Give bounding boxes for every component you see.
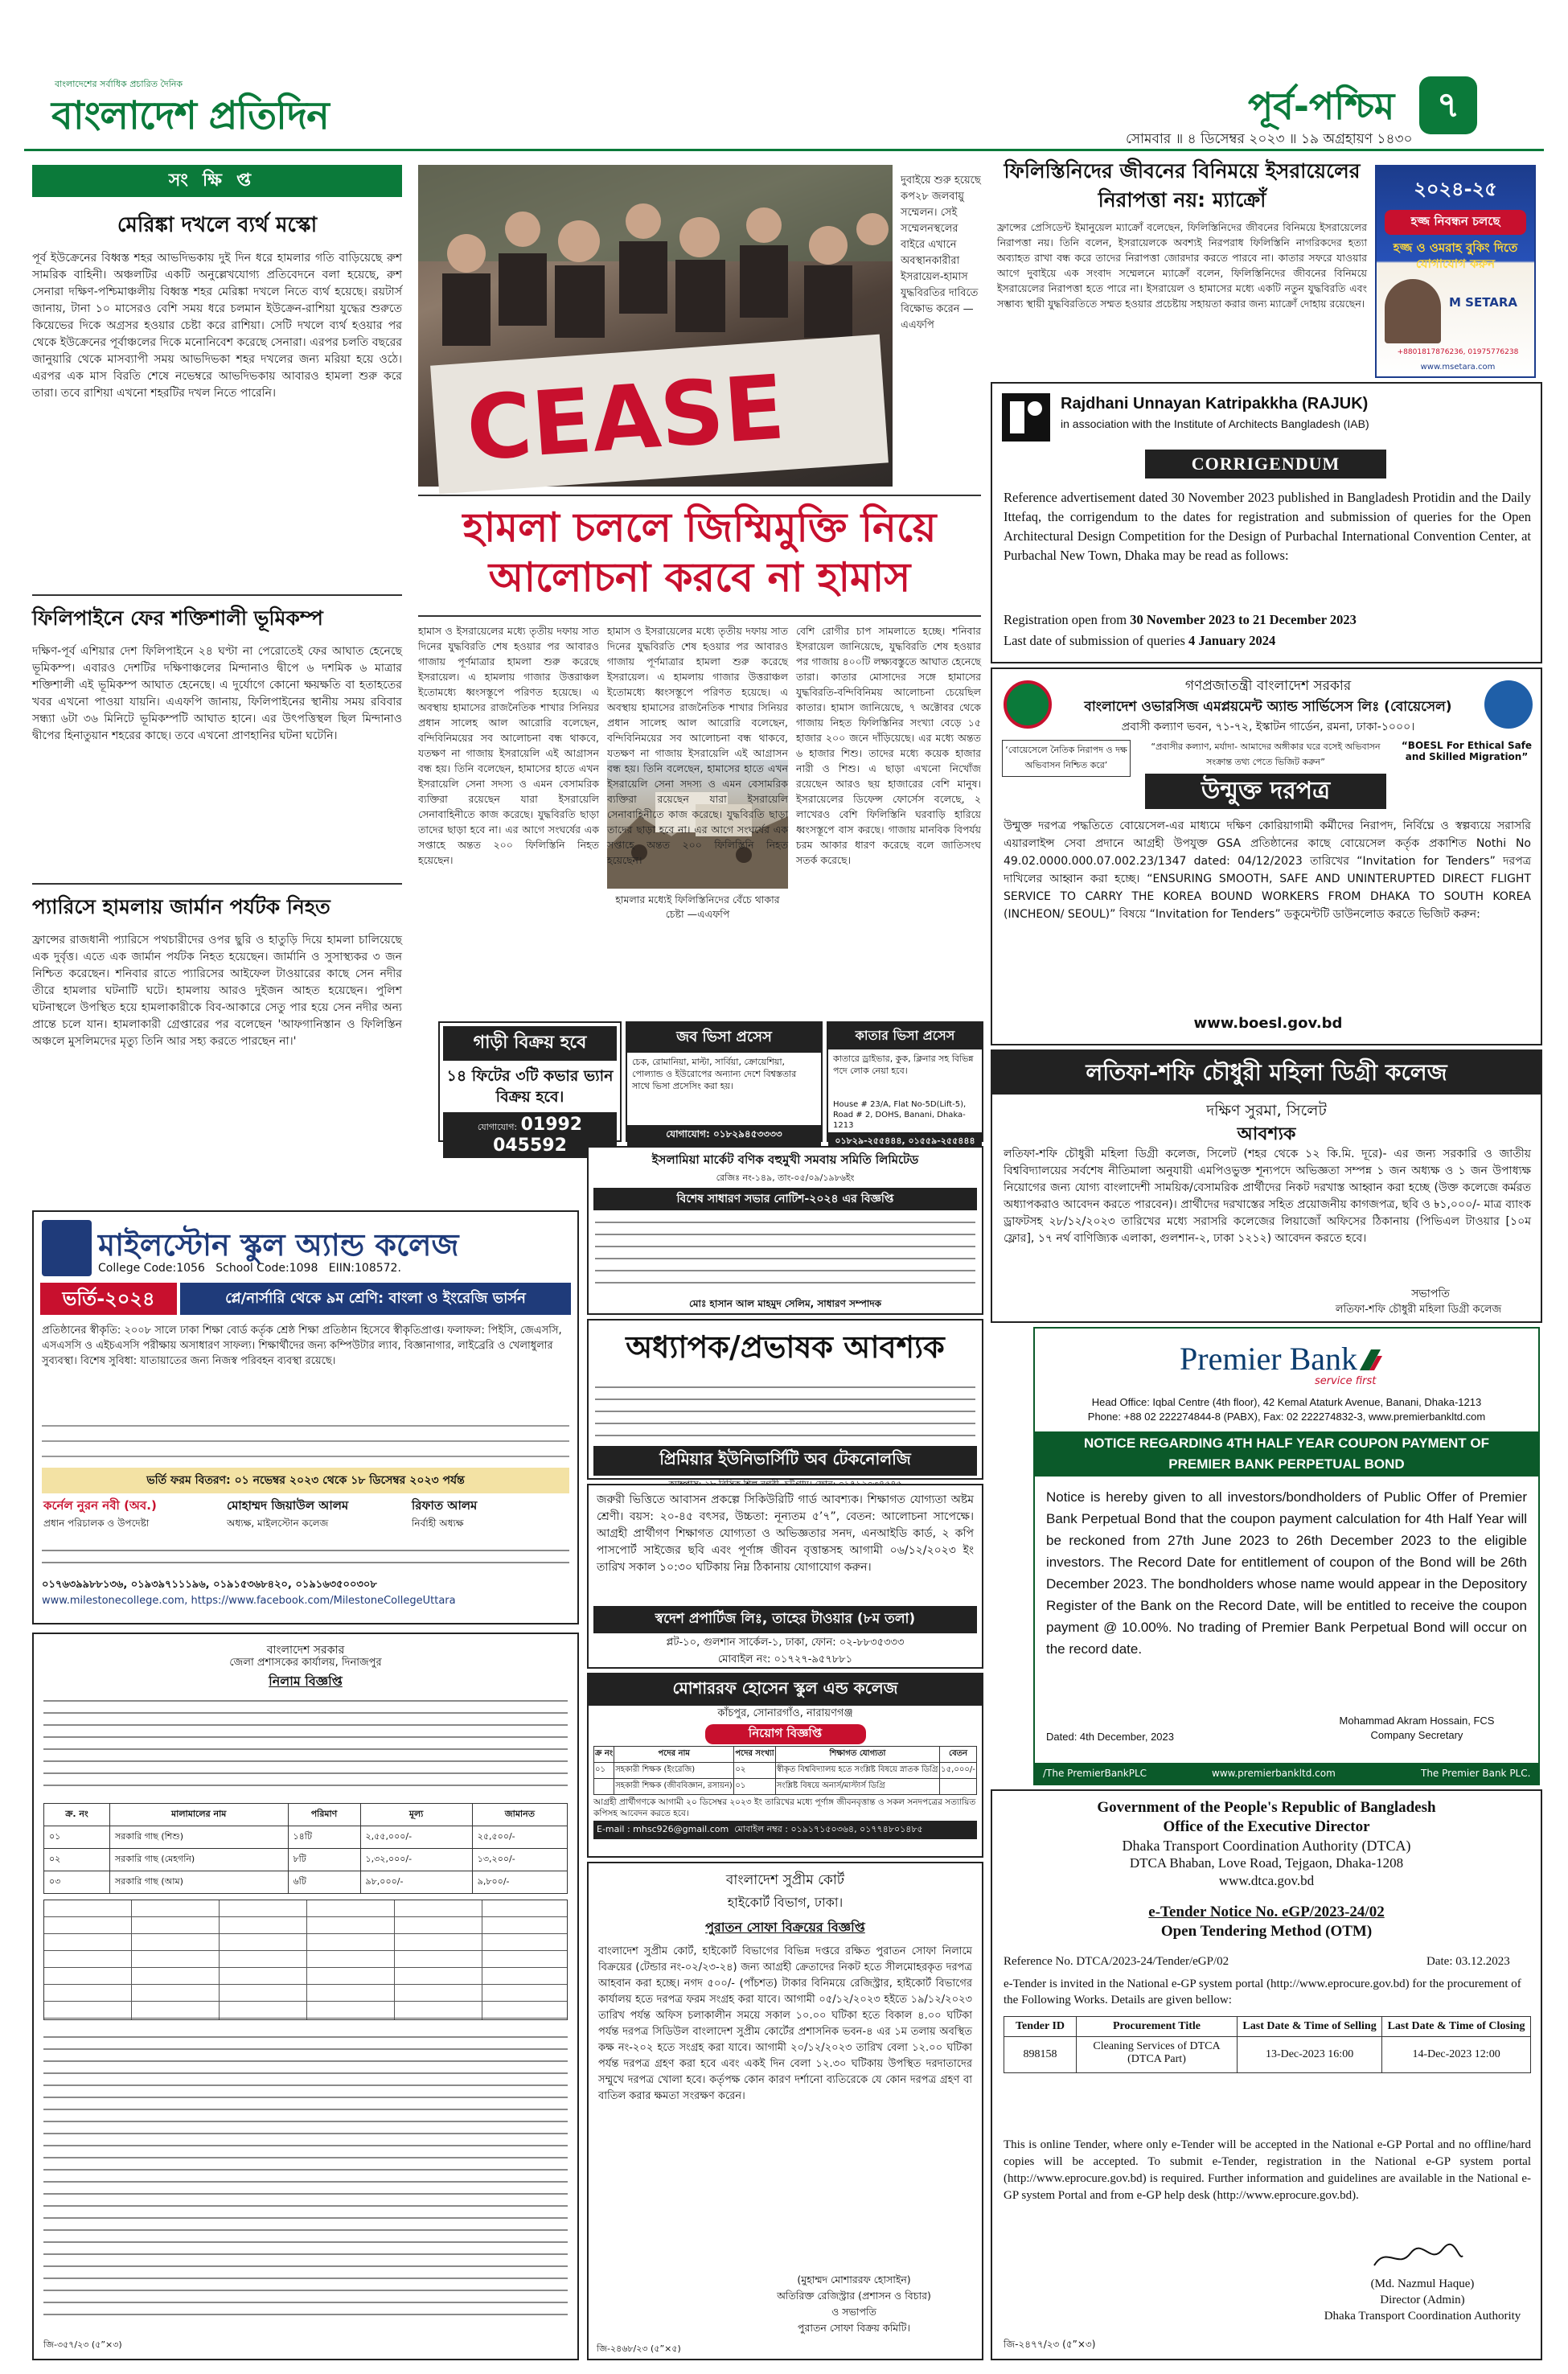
milestone-form-line: ভর্তি ফরম বিতরণ: ০১ নভেম্বর ২০২৩ থেকে ১৮ ডিসেম্বর ২০২৩ পর্যন্ত bbox=[42, 1468, 569, 1493]
latifa-title: লতিফা-শফি চৌধুরী মহিলা ডিগ্রী কলেজ bbox=[992, 1051, 1541, 1095]
dtca-note: This is online Tender, where only e-Tender will be accepted in the National e-GP Portal and no offline/hard copies will be accepted. To submit e-Tender, registration in the National e-GP system portal (http://www.eprocure.gov.bd) is required. Further information and guidelines are available in the National e-GP system Portal and from e-GP help desk (http://www.eprocure.gov.bd). bbox=[1004, 2138, 1531, 2202]
cell: ০২ bbox=[734, 1763, 775, 1779]
section-title: পূর্ব-পশ্চিম bbox=[1248, 84, 1395, 128]
col-header: জামানত bbox=[472, 1804, 567, 1826]
rajuk-registration: Registration open from 30 November 2023 to 21 December 2023 bbox=[1004, 612, 1357, 627]
macron-article[interactable] bbox=[997, 157, 1367, 378]
supreme-court-notice[interactable] bbox=[587, 1862, 983, 2360]
premier-logo-mark bbox=[1357, 1346, 1384, 1374]
premier-slogan: service first bbox=[1315, 1375, 1377, 1387]
col-header: শিক্ষাগত যোগ্যতা bbox=[775, 1747, 939, 1763]
security-guard-ad[interactable] bbox=[587, 1484, 983, 1669]
table-header-row bbox=[1004, 2017, 1531, 2037]
cell: ২৫,৫০০/- bbox=[472, 1826, 567, 1849]
hajj-phones: +8801817876236, 01975776238 bbox=[1397, 348, 1519, 356]
premier-address: Head Office: Iqbal Centre (4th floor), 42 Kemal Ataturk Avenue, Banani, Dhaka-1213 bbox=[1091, 1396, 1482, 1408]
cell: সরকারি গাছ (শিশু) bbox=[109, 1826, 288, 1849]
mosharraf-location: কাঁচপুর, সোনারগাঁও, নারায়ণগঞ্জ bbox=[717, 1707, 853, 1719]
hajj-year: ২০২৪-২৫ bbox=[1414, 178, 1497, 200]
dtca-l1: Government of the People's Republic of Bangladesh bbox=[1097, 1799, 1436, 1816]
boesl-govt: গণপ্রজাতন্ত্রী বাংলাদেশ সরকার bbox=[1184, 678, 1352, 694]
qatar-visa-body: কাতারে ড্রাইভার, কুক, ক্লিনার সহ বিভিন্ন পদে লোক নেয়া হবে। bbox=[833, 1054, 974, 1076]
rajuk-org: Rajdhani Unnayan Katripakkha (RAJUK) bbox=[1061, 395, 1369, 413]
car-sale-ad[interactable] bbox=[438, 1021, 622, 1156]
car-sale-contact: যোগাযোগ: 01992 045592 bbox=[443, 1112, 617, 1158]
premier-contact: Phone: +88 02 222274844-8 (PABX), Fax: 02 222274832-3, www.premierbankltd.com bbox=[1087, 1411, 1486, 1423]
milestone-name: মাইলস্টোন স্কুল অ্যান্ড কলেজ bbox=[98, 1227, 459, 1263]
cell bbox=[594, 1779, 614, 1795]
col-header: মূল্য bbox=[360, 1804, 472, 1826]
supreme-body: বাংলাদেশ সুপ্রীম কোর্ট, হাইকোর্ট বিভাগের বিভিন্ন দপ্তরে রক্ষিত পুরাতন সোফা নিলামে বিক্রয়ের (টেন্ডার নং-০২/২৩-২৪) জন্য আগ্রহী ক্রেতাদের নিকট হতে সীলমোহরকৃত দরপত্র আহবান করা হচ্ছে। নগদ ৫০০/- (পাঁচশত) টাকার বিনিময়ে রেজিস্ট্রার, হাইকোর্ট বিভাগের কার্যালয় হতে দরপত্র ফরম সংগ্রহ করা যাবে। আগামী ০৫/১২/২০২৩ হইতে ১৯/১২/২০২৩ তারিখ পর্যন্ত অফিস চলাকালীন সময়ে সকাল ১০.০০ ঘটিকা হতে বিকাল ৪.০০ ঘটিকা পর্যন্ত দরপত্র সিডিউল বাংলাদেশ সুপ্রীম কোর্টের প্রশাসনিক ভবন-৪ এর ১ম তলায় অবস্থিত কক্ষ নং-২০২ হতে সংগ্রহ করা যাবে। আগামী ২০/১২/২০২৩ তারিখ বেলা ১২.০০ ঘটিকা পর্যন্ত দরপত্র গ্রহণ করা হবে এবং একই দিন বেলা ১২.৩০ ঘটিকায় উপস্থিত দরদাতাদের সম্মুখে দরপত্র খোলা হবে। কর্তৃপক্ষ কোন কারণ দর্শানো ব্যতিরেকে যে কোন দরপত্র গ্রহণ বা বাতিল করার ক্ষমতা সংরক্ষণ করেন। bbox=[598, 1945, 972, 2102]
boesl-body: উন্মুক্ত দরপত্র পদ্ধতিতে বোয়েসেল-এর মাধ্যমে দক্ষিণ কোরিয়াগামী কর্মীদের নিরাপদ, নির্বিঘ্নে ও স্বল্পব্যয়ে সরাসরি এয়ারলাইন্স সেবা প্রদানে আগ্রহী উপযুক্ত GSA প্রতিষ্ঠানের কাছে বোয়েসেল কর্তৃক প্রকাশিত Nothi No 49.02.0000.000.07.002.23/1347 dated: 04/12/2023 তারিখের “Invitation for Tenders” দরপত্র দাখিলের আহ্বান করা হচ্ছে। “ENSURING SMOOTH, SAFE AND UNINTERUPTED DIRECT FLIGHT SERVICE TO CARRY THE KOREA BOUND WORKERS FROM DHAKA TO SOUTH KOREA (INCHEON/ SEOUL)” বিষয়ে “Invitation for Tenders” ডকুমেন্টটি ডাউনলোড করতে ভিজিট করুন: bbox=[1004, 819, 1531, 921]
supreme-l1: বাংলাদেশ সুপ্রীম কোর্ট bbox=[725, 1872, 845, 1888]
cell: Cleaning Services of DTCA (DTCA Part) bbox=[1077, 2037, 1238, 2073]
dtca-l3: Dhaka Transport Coordination Authority (DTCA) bbox=[1122, 1838, 1411, 1854]
table-row[interactable] bbox=[44, 1826, 568, 1849]
table-row[interactable] bbox=[594, 1779, 977, 1795]
hajj-subtitle: হজ্জ ও ওমরাহ বুকিং দিতে যোগাযোগ করুন bbox=[1393, 240, 1518, 271]
islamia-notice: বিশেষ সাধারণ সভার নোটিশ-২০২৪ এর বিজ্ঞপ্তি bbox=[593, 1188, 977, 1210]
dtca-code: জি-২৪৭৭/২৩ (৫”×৩) bbox=[1004, 2339, 1096, 2350]
facebook-link[interactable]: /The PremierBankPLC bbox=[1043, 1768, 1147, 1779]
dinajpur-intro-text bbox=[43, 1692, 568, 1795]
dtca-intro: e-Tender is invited in the National e-GP system portal (http://www.eprocure.gov.bd) for the procurement of the Following Works. Details are given bellow: bbox=[1004, 1978, 1521, 2006]
cell: ৯,৮০০/- bbox=[472, 1871, 567, 1894]
col-header: Last Date & Time of Closing bbox=[1382, 2017, 1531, 2037]
latifa-sign-name: লতিফা-শফি চৌধুরী মহিলা ডিগ্রী কলেজ bbox=[1335, 1304, 1502, 1316]
article-paris[interactable] bbox=[32, 891, 402, 1230]
center-headline: হামলা চললে জিম্মিমুক্তি নিয়ে আলোচনা করবে না হামাস bbox=[462, 504, 937, 601]
cell: 13-Dec-2023 16:00 bbox=[1238, 2037, 1382, 2073]
islamia-title: ইসলামিয়া মার্কেট বণিক বহুমুখী সমবায় সমিতি লিমিটেড bbox=[651, 1152, 919, 1167]
cell: ১৩,২০০/- bbox=[472, 1849, 567, 1871]
job-visa-contact[interactable]: যোগাযোগ: ০১৮২৯৪৫৩৩৩৩ bbox=[627, 1125, 821, 1146]
cell: ৯৮,০০০/- bbox=[360, 1871, 472, 1894]
cell: সরকারি গাছ (আম) bbox=[109, 1871, 288, 1894]
mosharraf-heading: নিয়োগ বিজ্ঞপ্তি bbox=[705, 1724, 866, 1744]
table-header-row bbox=[44, 1804, 568, 1826]
cell: ১৪টি bbox=[288, 1826, 360, 1849]
milestone-version: প্লে/নার্সারি থেকে ৯ম শ্রেণি: বাংলা ও ইংরেজি ভার্সন bbox=[180, 1283, 571, 1315]
lecturer-university: প্রিমিয়ার ইউনিভার্সিটি অব টেকনোলজি bbox=[593, 1446, 977, 1476]
mosharraf-table bbox=[593, 1746, 977, 1795]
milestone-points: প্রতিষ্ঠানের স্বীকৃতি: ২০০৮ সালে ঢাকা শিক্ষা বোর্ড কর্তৃক শ্রেষ্ঠ শিক্ষা প্রতিষ্ঠান হিসেবে স্বীকৃতিপ্রাপ্ত। ফলাফল: পিইসি, জেএসসি, এসএসসি ও এইচএসসি পরীক্ষায় অসাধারণ সাফল্য। শিক্ষার্থীদের জন্য কম্পিউটার ল্যাব, বিজ্ঞানাগার, লাইব্রেরি ও খেলাধুলার সুব্যবস্থা। বিশেষ সুবিধা: যাতায়াতের জন্য নিজস্ব পরিবহন ব্যবস্থা রয়েছে। bbox=[42, 1325, 562, 1367]
center-body-left: হামাস ও ইসরায়েলের মধ্যে তৃতীয় দফায় সাত দিনের যুদ্ধবিরতি শেষ হওয়ার পর আবারও গাজায় পূর্ণমাত্রার হামলা শুরু করেছে ইসরায়েল। এ হামলায় গাজার উত্তরাঞ্চল ইতোমধ্যে ধ্বংসস্তূপে পরিণত হয়েছে। এ অবস্থায় হামাসের রাজনৈতিক শাখার সিনিয়র প্রধান সালেহ আল আরোরি বলেছেন, বন্দিবিনিময়ের সব আলোচনা বন্ধ থাকবে, যতক্ষণ না গাজায় ইসরায়েলি এই আগ্রাসন বন্ধ হয়। তিনি বলেছেন, হামাসের হাতে এখন ইসরায়েলি সেনা সদস্য ও এমন বেসামরিক ব্যক্তিরা রয়েছেন যারা ইসরায়েলি সেনাবাহিনীতে কাজ করেছে। যুদ্ধবিরতি ছাড়া তাদের ছাড়া হবে না। এর আগে সংঘর্ষের এক সপ্তাহে অন্তত ২০০ ফিলিস্তিনি নিহত হয়েছেন। bbox=[418, 625, 599, 866]
boesl-logo bbox=[1484, 680, 1533, 729]
boesl-motto-left: ‘বোয়েসেলে নৈতিক নিরাপদ ও দক্ষ অভিবাসন নিশ্চিত করে’ bbox=[1002, 740, 1131, 777]
milestone-campus-text bbox=[42, 1542, 569, 1572]
premier-notice-title: NOTICE REGARDING 4TH HALF YEAR COUPON PAYMENT OF PREMIER BANK PERPETUAL BOND bbox=[1035, 1431, 1538, 1477]
supreme-code: জি-২৪৬৮/২৩ (৫”×৫) bbox=[597, 2343, 681, 2354]
dtca-l5[interactable]: www.dtca.gov.bd bbox=[1218, 1873, 1315, 1888]
masthead bbox=[0, 0, 1568, 161]
dinajpur-l1: বাংলাদেশ সরকার bbox=[266, 1644, 345, 1657]
article-body: দক্ষিণ-পূর্ব এশিয়ার দেশ ফিলিপাইনে ২৪ ঘণ্টা না পেরোতেই ফের আঘাত হেনেছে ভূমিকম্প। এবারও দেশটির দক্ষিণাঞ্চলের মিন্দানাও দ্বীপে ৬ দশমিক ৬ মাত্রার শক্তিশালী এই ভূমিকম্প আঘাত হেনেছে। এ দুর্যোগে কোনো ক্ষয়ক্ষতি বা হতাহতের খবর এখনো পাওয়া যায়নি। এএফপি জানায়, ফিলিপাইনের স্থানীয় সময় রবিবার সন্ধ্যা ৬টা ৩৬ মিনিটে ভূমিকম্পটি আঘাত হানে। এর উৎপত্তিস্থল ছিল মিন্দানাও দ্বীপের হিনাতুয়ান শহরের কাছে। তবে এখনো প্রাণহানির ঘটনা ঘটেনি। bbox=[32, 645, 402, 742]
milestone-contact-2: মোহাম্মদ জিয়াউল আলম অধ্যক্ষ, মাইলস্টোন কলেজ bbox=[227, 1498, 349, 1529]
article-headline: প্যারিসে হামলায় জার্মান পর্যটক নিহত bbox=[32, 895, 330, 918]
car-sale-title: গাড়ী বিক্রয় হবে bbox=[443, 1026, 617, 1061]
date-line: সোমবার ॥ ৪ ডিসেম্বর ২০২৩ ॥ ১৯ অগ্রহায়ণ ১৪৩০ bbox=[1126, 131, 1413, 147]
article-philippines[interactable] bbox=[32, 602, 402, 877]
premier-footer bbox=[1035, 1763, 1538, 1784]
supreme-title: পুরাতন সোফা বিক্রয়ের বিজ্ঞপ্তি bbox=[705, 1920, 865, 1935]
milestone-admission: ভর্তি-২০২৪ bbox=[40, 1283, 177, 1315]
svg-text:CEASE: CEASE bbox=[463, 355, 788, 481]
col-header: Last Date & Time of Selling bbox=[1238, 2017, 1382, 2037]
islamia-body-text bbox=[595, 1214, 975, 1294]
center-story bbox=[418, 165, 981, 1025]
latifa-sign-title: সভাপতি bbox=[1411, 1288, 1450, 1300]
cell: ০২ bbox=[44, 1849, 110, 1871]
col-header: বেতন bbox=[940, 1747, 977, 1763]
dinajpur-table bbox=[43, 1803, 568, 1894]
cell: সংশ্লিষ্ট বিষয়ে অনার্স/মাস্টার্স ডিগ্রি bbox=[775, 1779, 939, 1795]
premier-bank-logo: Premier Bank bbox=[1180, 1341, 1358, 1377]
dtca-signer-title: Director (Admin) bbox=[1380, 2294, 1465, 2306]
boesl-org: বাংলাদেশ ওভারসিজ এমপ্লয়মেন্ট অ্যান্ড সার্ভিসেস লিঃ (বোয়েসেল) bbox=[1084, 699, 1452, 715]
boesl-website[interactable]: www.boesl.gov.bd bbox=[1193, 1015, 1343, 1032]
lecturer-subjects-text bbox=[595, 1378, 975, 1443]
cell: সরকারি গাছ (মেহগনি) bbox=[109, 1849, 288, 1871]
supreme-signer-title: অতিরিক্ত রেজিস্ট্রার (প্রশাসন ও বিচার) bbox=[777, 2290, 931, 2302]
security-body: জরুরী ভিত্তিতে আবাসন প্রকল্পে সিকিউরিটি গার্ড আবশ্যক। শিক্ষাগত যোগ্যতা অষ্টম শ্রেণী। বয়স: ২০-৪৫ বৎসর, উচ্চতা: নূন্যতম ৫’৭”, বেতন: আলোচনা সাপেক্ষে। আগ্রহী প্রার্থীগণ শিক্ষাগত যোগ্যতা ও অভিজ্ঞতার সনদ, এনআইডি কার্ড, ২ কপি পাসপোর্ট সাইজের ছবি এবং পূর্ণাঙ্গ জীবন বৃত্তান্তসহ আগামী ০৬/১২/২০২৩ ইং তারিখ সকাল ১০:৩০ ঘটিকায় নিম্ন ঠিকানায় যোগাযোগ করুন। bbox=[597, 1493, 974, 1574]
islamia-sign: মোঃ হাসান আল মাহমুদ সেলিম, সাধারণ সম্পাদক bbox=[688, 1298, 882, 1309]
cell: ৮টি bbox=[288, 1849, 360, 1871]
col-header: মালামালের নাম bbox=[109, 1804, 288, 1826]
rajuk-assoc: in association with the Institute of Architects Bangladesh (IAB) bbox=[1061, 417, 1369, 430]
boesl-motto-right: “BOESL For Ethical Safe and Skilled Migration” bbox=[1401, 740, 1533, 762]
mosharraf-school-ad[interactable] bbox=[587, 1673, 983, 1858]
dtca-l4: DTCA Bhaban, Love Road, Tejgaon, Dhaka-1208 bbox=[1129, 1855, 1404, 1871]
cell bbox=[940, 1779, 977, 1795]
article-body: ফ্রান্সের প্রেসিডেন্ট ইমানুয়েল ম্যাক্রোঁ বলেছেন, ফিলিস্তিনিদের জীবনের বিনিময়ে ইসরায়েলের নিরাপত্তা নয়। তিনি বলেন, ইসরায়েলকে অবশ্যই নিরপরাধ ফিলিস্তিনি নাগরিকদের হত্যা অব্যাহত রাখা বন্ধ করে তাদের নিরাপত্তা জোরদার করতে পারবে না। কাতার সফরে যাওয়ার আগে দুবাইয়ে এক সংবাদ সম্মেলনে ম্যাক্রোঁ বলেন, ফিলিস্তিনিদের জীবনের বিনিময়ে ইসরায়েলের নিরাপত্তা হতে পারে না। ইসরায়েল ও হামাসের মধ্যে একটি নতুন যুদ্ধবিরতি এবং সম্ভাব্য স্থায়ী যুদ্ধবিরতিতে সম্মত হওয়ার প্রচেষ্টায় সহায়তা করার জন্য ম্যাক্রোঁ দোহায় রয়েছেন। bbox=[997, 221, 1367, 310]
cell: ০১ bbox=[734, 1779, 775, 1795]
cell: ১,৩২,০০০/- bbox=[360, 1849, 472, 1871]
milestone-codes: College Code:1056 School Code:1098 EIIN:108572. bbox=[98, 1262, 401, 1275]
article-body: পূর্ব ইউক্রেনের বিধ্বস্ত শহর আভদিভকায় দুই দিন ধরে হামলার গতি বাড়িয়েছে রুশ সামরিক বাহিনী। অঞ্চলটির একটি অনুল্লেখযোগ্য প্রতিবেদনে বলা হয়েছে, রুশ সেনারা দক্ষিণ-পশ্চিমাঞ্চলীয় বিধ্বস্ত শহর মেরিঙ্কা দখলে নিতে ব্যর্থ হয়েছে। রয়টার্স জানায়, টানা ১০ মাসেরও বেশি সময় ধরে চলমান ইউক্রেন-রাশিয়া যুদ্ধের শুরুতে কিয়েভের দিকে অগ্রসর হওয়ার চেষ্টা করে রাশিয়া। সেটি দখলে ব্যর্থ হওয়ার পর থেকে ইউক্রেনের পূর্বাঞ্চলের দিকে মনোনিবেশ করেছে সেনারা। এরপর চলতি বছরের জানুয়ারি থেকে মাসব্যাপী সময় আভদিভকা শহর দখলের জন্য মরিয়া হয়ে ওঠে। এরপর এক মাস বিরতি শেষে নভেম্বরে আভদিভকায় আবারও হামলা শুরু করে তারা। তবে রাশিয়া এখনো শহরটির দখল নিতে পারেনি। bbox=[32, 252, 402, 400]
cell: সহকারী শিক্ষক (ইংরেজি) bbox=[614, 1763, 734, 1779]
job-visa-title: জব ভিসা প্রসেস bbox=[627, 1023, 821, 1053]
security-mobile[interactable]: মোবাইল নং: ০১৭২৭-৯৫৭৮৮১ bbox=[717, 1653, 853, 1665]
dtca-tender-no: e-Tender Notice No. eGP/2023-24/02 bbox=[1148, 1904, 1385, 1920]
dinajpur-table-2 bbox=[43, 1900, 568, 2020]
dtca-ref: Reference No. DTCA/2023-24/Tender/eGP/02 bbox=[1004, 1955, 1229, 1968]
dtca-l2: Office of the Executive Director bbox=[1163, 1818, 1370, 1835]
milestone-logo bbox=[42, 1220, 92, 1276]
masthead-tagline: বাংলাদেশের সর্বাধিক প্রচারিত দৈনিক bbox=[55, 79, 183, 89]
hajj-title: হজ্জ নিবন্ধন চলছে bbox=[1385, 210, 1526, 235]
newspaper-logo[interactable] bbox=[51, 87, 329, 150]
islamia-market-notice[interactable] bbox=[587, 1146, 983, 1315]
cell: ০১ bbox=[594, 1763, 614, 1779]
table-row[interactable] bbox=[594, 1763, 977, 1779]
center-body-right: বেশি রোগীর চাপ সামলাতে হচ্ছে। শনিবার ইসরায়েল জানিয়েছে, যুদ্ধবিরতি শেষ হওয়ার পর গাজায় ৪০০টি লক্ষ্যবস্তুতে আঘাত হেনেছে তারা। কাতার মোসাদের সঙ্গে হামাসের যুদ্ধবিরতি-বন্দিবিনিময় আলোচনা চেয়েছিল কাতার। হামাস জানিয়েছে, ৭ অক্টোবর থেকে গাজায় নিহত ফিলিস্তিনির সংখ্যা বেড়ে ১৫ হাজার ২০০ জনে দাঁড়িয়েছে। এর মধ্যে অন্তত ৬ হাজার শিশু। তাদের মধ্যে কয়েক হাজার নারী ও শিশু। এ ছাড়া এখনো নিখোঁজ রয়েছেন আরও ছয় হাজারের বেশি মানুষ। ইসরায়েলের ডিফেন্স ফোর্সেস বলেছে, ২ লাখেরও বেশি ফিলিস্তিনি ঘরবাড়ি হারিয়ে ধ্বংসস্তূপে বাস করছে। গাজায় মানবিক বিপর্যয় চরম আকার ধারণ করেছে বলে জাতিসংঘ সতর্ক করেছে। bbox=[796, 625, 981, 866]
job-visa-ad[interactable] bbox=[626, 1021, 823, 1142]
dtca-signer: (Md. Nazmul Haque) bbox=[1370, 2277, 1475, 2290]
page-number: ৭ bbox=[1436, 84, 1460, 125]
dinajpur-conditions-text bbox=[43, 2028, 568, 2326]
latifa-heading: আবশ্যক bbox=[1237, 1124, 1296, 1144]
col-header: Tender ID bbox=[1004, 2017, 1077, 2037]
premier-bank-notice[interactable] bbox=[1033, 1327, 1540, 1785]
col-header: পরিমাণ bbox=[288, 1804, 360, 1826]
latifa-body: লতিফা-শফি চৌধুরী মহিলা ডিগ্রী কলেজ, সিলেট (শহর থেকে ১২ কি.মি. দূরে)- এর জন্য সরকারি ও জাতীয় বিশ্ববিদ্যালয়ের সর্বশেষ নীতিমালা অনুযায়ী এমপিওভুক্ত শূন্যপদে অভিজ্ঞতা সম্পন্ন ১ জন অধ্যক্ষ ও ১ জন উপাধ্যক্ষ নিয়োগের জন্য যোগ্য বাংলাদেশী সাময়িক/বেসামরিক প্রার্থীদের নিকট দরখাস্ত আহ্বান করা হচ্ছে (উক্ত কলেজে কর্মরত অধ্যাপকরাও আবেদন করতে পারবেন)। প্রার্থীদের দরখাস্তের সহিত প্রয়োজনীয় কাগজপত্র, ছবি ও ৳১,০০০/- মাত্র ব্যাংক ড্রাফটসহ ২৮/১২/২০২৩ তারিখের মধ্যে সরাসরি কলেজের লিয়াজোঁ অফিসের ঠিকানায় (পিভিএল টাওয়ার [১০ম ফ্লোর], ১৭ নর্থ বাণিজ্যিক এলাকা, গুলশান-২, ঢাকা ১২১২) আবেদন করতে হবে। bbox=[1004, 1148, 1531, 1245]
dtca-signature bbox=[1370, 2241, 1467, 2273]
col-header: Procurement Title bbox=[1077, 2017, 1238, 2037]
mosharraf-title: মোশাররফ হোসেন স্কুল এন্ড কলেজ bbox=[589, 1674, 982, 1706]
job-visa-body: চেক, রোমানিয়া, মাল্টা, সার্বিয়া, ক্রোয়েশিয়া, পোল্যান্ড ও ইউরোপের অন্যান্য দেশে বিশ্বস্ততার সাথে ভিসা প্রসেসিং করা হয়। bbox=[632, 1057, 797, 1091]
table-row[interactable] bbox=[44, 1871, 568, 1894]
dtca-table bbox=[1004, 2016, 1531, 2073]
security-company: স্বদেশ প্রপার্টিজ লিঃ, তাহের টাওয়ার (৮ম তলা) bbox=[593, 1606, 977, 1633]
col-header: পদের নাম bbox=[614, 1747, 734, 1763]
supreme-l2: হাইকোর্ট বিভাগ, ঢাকা। bbox=[727, 1895, 844, 1910]
website-link[interactable]: www.premierbankltd.com bbox=[1212, 1768, 1336, 1779]
cell: 14-Dec-2023 12:00 bbox=[1382, 2037, 1531, 2073]
rajuk-corrigendum[interactable] bbox=[991, 382, 1542, 663]
table-header-row bbox=[594, 1747, 977, 1763]
dtca-ref-date: Date: 03.12.2023 bbox=[1426, 1955, 1510, 1968]
rubble-photo-caption: হামলার মধ্যেই ফিলিস্তিনিদের বেঁচে থাকার চেষ্টা —এএফপি bbox=[615, 893, 780, 920]
boesl-emblem bbox=[1004, 680, 1052, 729]
article-body: ফ্রান্সের রাজধানী প্যারিসে পথচারীদের ওপর ছুরি ও হাতুড়ি দিয়ে হামলা চালিয়েছে এক দুর্বৃত্ত। এতে এক জার্মান পর্যটক নিহত হয়েছেন। জার্মানি ও সুসাস্থ্যকর ৩ জন নিশ্চিত করেছেন। শনিবার রাতে প্যারিসের আইফেল টাওয়ারের কাছে সেন নদীর তীরে হামলার ঘটনাটি ঘটে। হামলায় আরও দুইজন আহত হয়েছেন। পুলিশ ঘটনাস্থলে উপস্থিত হয়ে হামলাকারীকে বিব-আকারে সেতু পার হয়ে সেন নদীর অন্য প্রান্তে চলে যান। হামলাকারী গ্রেপ্তারের পর বলেছেন 'আফগানিস্তান ও ফিলিস্তিন অঞ্চলে মুসলিমদের মৃত্যু তিনি আর সহ্য করতে পারছেন না।' bbox=[32, 934, 402, 1048]
logo-text: বাংলাদেশ প্রতিদিন bbox=[51, 93, 329, 138]
article-headline: মেরিঙ্কা দখলে ব্যর্থ মস্কো bbox=[117, 213, 318, 237]
boesl-address: প্রবাসী কল্যাণ ভবন, ৭১-৭২, ইস্কাটন গার্ডেন, রমনা, ঢাকা-১০০০। bbox=[1121, 721, 1415, 733]
hajj-ad[interactable] bbox=[1375, 165, 1536, 378]
dinajpur-title: নিলাম বিজ্ঞপ্তি bbox=[269, 1674, 343, 1689]
milestone-contact-1: কর্নেল নুরন নবী (অব.) প্রধান পরিচালক ও উপদেষ্টা bbox=[43, 1498, 157, 1529]
cell: সহকারী শিক্ষক (জীববিজ্ঞান, রসায়ন) bbox=[614, 1779, 734, 1795]
linkedin-link[interactable]: The Premier Bank PLC. bbox=[1421, 1768, 1531, 1779]
rajuk-logo bbox=[1002, 393, 1050, 442]
dinajpur-auction-notice[interactable] bbox=[32, 1633, 579, 2360]
qatar-visa-ad[interactable] bbox=[827, 1021, 983, 1146]
article-headline: ফিলিপাইনে ফের শক্তিশালী ভূমিকম্প bbox=[32, 606, 323, 630]
dtca-method: Open Tendering Method (OTM) bbox=[1160, 1923, 1373, 1940]
corrigendum-title: CORRIGENDUM bbox=[1145, 450, 1386, 478]
col-header: পদের সংখ্যা bbox=[734, 1747, 775, 1763]
lecturer-wanted-ad[interactable] bbox=[587, 1319, 983, 1480]
boesl-title: উন্মুক্ত দরপত্র bbox=[1145, 774, 1386, 809]
latifa-location: দক্ষিণ সুরমা, সিলেট bbox=[1206, 1102, 1327, 1119]
mosharraf-email[interactable]: E-mail : mhsc926@gmail.com bbox=[597, 1824, 729, 1834]
boesl-motto-center: “প্রবাসীর কল্যাণ, মর্যাদা- আমাদের অঙ্গীকার ঘরে বসেই অভিবাসন সংক্রান্ত তথ্য পেতে ভিজিট করুন” bbox=[1151, 741, 1381, 767]
lecturer-title: অধ্যাপক/প্রভাষক আবশ্যক bbox=[626, 1329, 945, 1365]
islamia-reg: রেজিঃ নং-১৪৯, তাং-০৫/০৯/১৯৮৬ইং bbox=[716, 1173, 855, 1183]
dtca-signer-org: Dhaka Transport Coordination Authority bbox=[1324, 2310, 1521, 2323]
page-number-badge bbox=[1419, 76, 1477, 134]
cell: ২,৫৫,০০০/- bbox=[360, 1826, 472, 1849]
protest-photo-art bbox=[418, 165, 893, 487]
hajj-person bbox=[1385, 279, 1441, 343]
cell: ০৩ bbox=[44, 1871, 110, 1894]
supreme-signer-committee: পুরাতন সোফা বিক্রয় কমিটি। bbox=[798, 2322, 910, 2334]
boesl-tender[interactable] bbox=[991, 667, 1542, 1045]
mosharraf-footer-body: আগ্রহী প্রার্থীগণকে আগামী ২০ ডিসেম্বর ২০২৩ ইং তারিখের মধ্যে পূর্ণাঙ্গ জীবনবৃত্তান্ত ও সকল সনদপত্রের সত্যায়িত কপিসহ আবেদন করতে হবে। bbox=[593, 1797, 976, 1818]
milestone-web[interactable]: www.milestonecollege.com, https://www.facebook.com/MilestoneCollegeUttara bbox=[42, 1595, 456, 1607]
article-merinka[interactable] bbox=[32, 208, 402, 588]
cell: ১৫,০০০/- bbox=[940, 1763, 977, 1779]
qatar-visa-phones[interactable]: ০১৮২৯-২৫৫৪৪৪, ০১৫৫৯-২৫৫৪৪৪ bbox=[828, 1132, 982, 1151]
milestone-details-text bbox=[42, 1415, 569, 1463]
rajuk-query-date: Last date of submission of queries 4 January 2024 bbox=[1004, 633, 1276, 648]
center-body-mid: হামাস ও ইসরায়েলের মধ্যে তৃতীয় দফায় সাত দিনের যুদ্ধবিরতি শেষ হওয়ার পর আবারও গাজায় পূর্ণমাত্রার হামলা শুরু করেছে ইসরায়েল। এ হামলায় গাজার উত্তরাঞ্চল ইতোমধ্যে ধ্বংসস্তূপে পরিণত হয়েছে। এ অবস্থায় হামাসের রাজনৈতিক শাখার সিনিয়র প্রধান সালেহ আল আরোরি বলেছেন, বন্দিবিনিময়ের সব আলোচনা বন্ধ থাকবে, যতক্ষণ না গাজায় ইসরায়েলি এই আগ্রাসন বন্ধ হয়। তিনি বলেছেন, হামাসের হাতে এখন ইসরায়েলি সেনা সদস্য ও এমন বেসামরিক ব্যক্তিরা রয়েছেন যারা ইসরায়েলি সেনাবাহিনীতে কাজ করেছে। যুদ্ধবিরতি ছাড়া তাদের ছাড়া হবে না। এর আগে সংঘর্ষের এক সপ্তাহে অন্তত ২০০ ফিলিস্তিনি নিহত হয়েছেন। bbox=[607, 625, 788, 866]
supreme-signer: (মুহাম্মদ মোশাররফ হোসাইন) bbox=[797, 2273, 911, 2286]
table-row[interactable] bbox=[1004, 2037, 1531, 2073]
dinajpur-l2: জেলা প্রশাসকের কার্যালয়, দিনাজপুর bbox=[229, 1657, 382, 1669]
cell: 898158 bbox=[1004, 2037, 1077, 2073]
photo-caption: দুবাইয়ে শুরু হয়েছে কপ২৮ জলবায়ু সম্মেলন। সেই সম্মেলনস্থলের বাইরে এখানে অবস্থানকারীরা ইসরায়েল-হামাস যুদ্ধবিরতির দাবিতে বিক্ষোভ করেন —এএফপি bbox=[901, 175, 981, 331]
premier-signer: Mohammad Akram Hossain, FCS bbox=[1339, 1715, 1495, 1727]
short-news-label: সংক্ষিপ্ত bbox=[32, 165, 402, 197]
protest-photo[interactable] bbox=[418, 165, 893, 487]
qatar-visa-title: কাতার ভিসা প্রসেস bbox=[828, 1023, 982, 1049]
dtca-tender[interactable] bbox=[991, 1789, 1542, 2360]
milestone-phones[interactable]: ০১৭৬৩৯৯৮৮১৩৬, ০১৯৩৯৭১১১৯৬, ০১৯১৫৩৬৮৪২০, ০১৯১৬৩৫০০৩০৮ bbox=[42, 1579, 377, 1591]
hajj-website[interactable]: www.msetara.com bbox=[1420, 363, 1496, 372]
col-header: ক্র. নং bbox=[44, 1804, 110, 1826]
security-address: প্লট-১০, গুলশান সার্কেল-১, ঢাকা, ফোন: ০২-৮৮৩৫৩৩৩ bbox=[666, 1637, 905, 1649]
cell: ৬টি bbox=[288, 1871, 360, 1894]
rajuk-body: Reference advertisement dated 30 November 2023 published in Bangladesh Protidin and the Daily Ittefaq, the corrigendum to the dates for registration and submission of queries for the Open Architectural Design Competition for the Design of Purbachal International Convention Center, at Purbachal New Town, Dhaka may be read as follows: bbox=[1004, 490, 1531, 563]
car-sale-line: ১৪ ফিটের ৩টি কভার ভ্যান বিক্রয় হবে। bbox=[446, 1067, 614, 1106]
qatar-visa-address: House # 23/A, Flat No-5D(Lift-5), Road # 2, DOHS, Banani, Dhaka-1213 bbox=[833, 1100, 967, 1130]
car-sale-phone[interactable]: 01992 045592 bbox=[493, 1115, 583, 1156]
hajj-brand: M SETARA bbox=[1449, 295, 1518, 310]
milestone-admission-ad[interactable] bbox=[32, 1210, 579, 1624]
article-headline: ফিলিস্তিনিদের জীবনের বিনিময়ে ইসরায়েলের নিরাপত্তা নয়: ম্যাক্রোঁ bbox=[1004, 159, 1361, 212]
cell: স্বীকৃত বিশ্ববিদ্যালয় হতে সংশ্লিষ্ট বিষয়ে স্নাতক ডিগ্রি bbox=[775, 1763, 939, 1779]
mosharraf-contact bbox=[593, 1821, 977, 1839]
col-header: ক্র নং bbox=[594, 1747, 614, 1763]
table-row[interactable] bbox=[44, 1849, 568, 1871]
premier-signer-title: Company Secretary bbox=[1370, 1729, 1463, 1741]
supreme-signer-role: ও সভাপতি bbox=[831, 2306, 876, 2318]
mosharraf-mobile[interactable]: মোবাইল নম্বর : ০১৯১৭১৫০৩৬৪, ০১৭৭৪৮০১৪৮৫ bbox=[734, 1824, 923, 1834]
premier-date: Dated: 4th December, 2023 bbox=[1046, 1731, 1174, 1743]
latifa-college-ad[interactable] bbox=[991, 1049, 1542, 1323]
dinajpur-footer: জি-৩৫৭/২৩ (৫”×৩) bbox=[43, 2339, 122, 2350]
column-short-news bbox=[32, 165, 402, 1202]
premier-body: Notice is hereby given to all investors/bondholders of Public Offer of Premier Bank Perpetual Bond that the coupon payment calculation for 4th Half Year will be reckoned from 27th June 2023 to 26th December 2023 to the eligible investors. The Record Date for entitlement of coupon of the Bond will be 26th December 2023. The bondholders whose name would appear in the Depository Register of the Bank on the Record Date, will be entitled to receive the coupon payment @ 10.00%. No trading of Premier Bank Perpetual Bond will occur on the record date. bbox=[1046, 1489, 1527, 1657]
milestone-contact-3: রিফাত আলম নির্বাহী অধ্যক্ষ bbox=[412, 1498, 478, 1529]
cell: ০১ bbox=[44, 1826, 110, 1849]
